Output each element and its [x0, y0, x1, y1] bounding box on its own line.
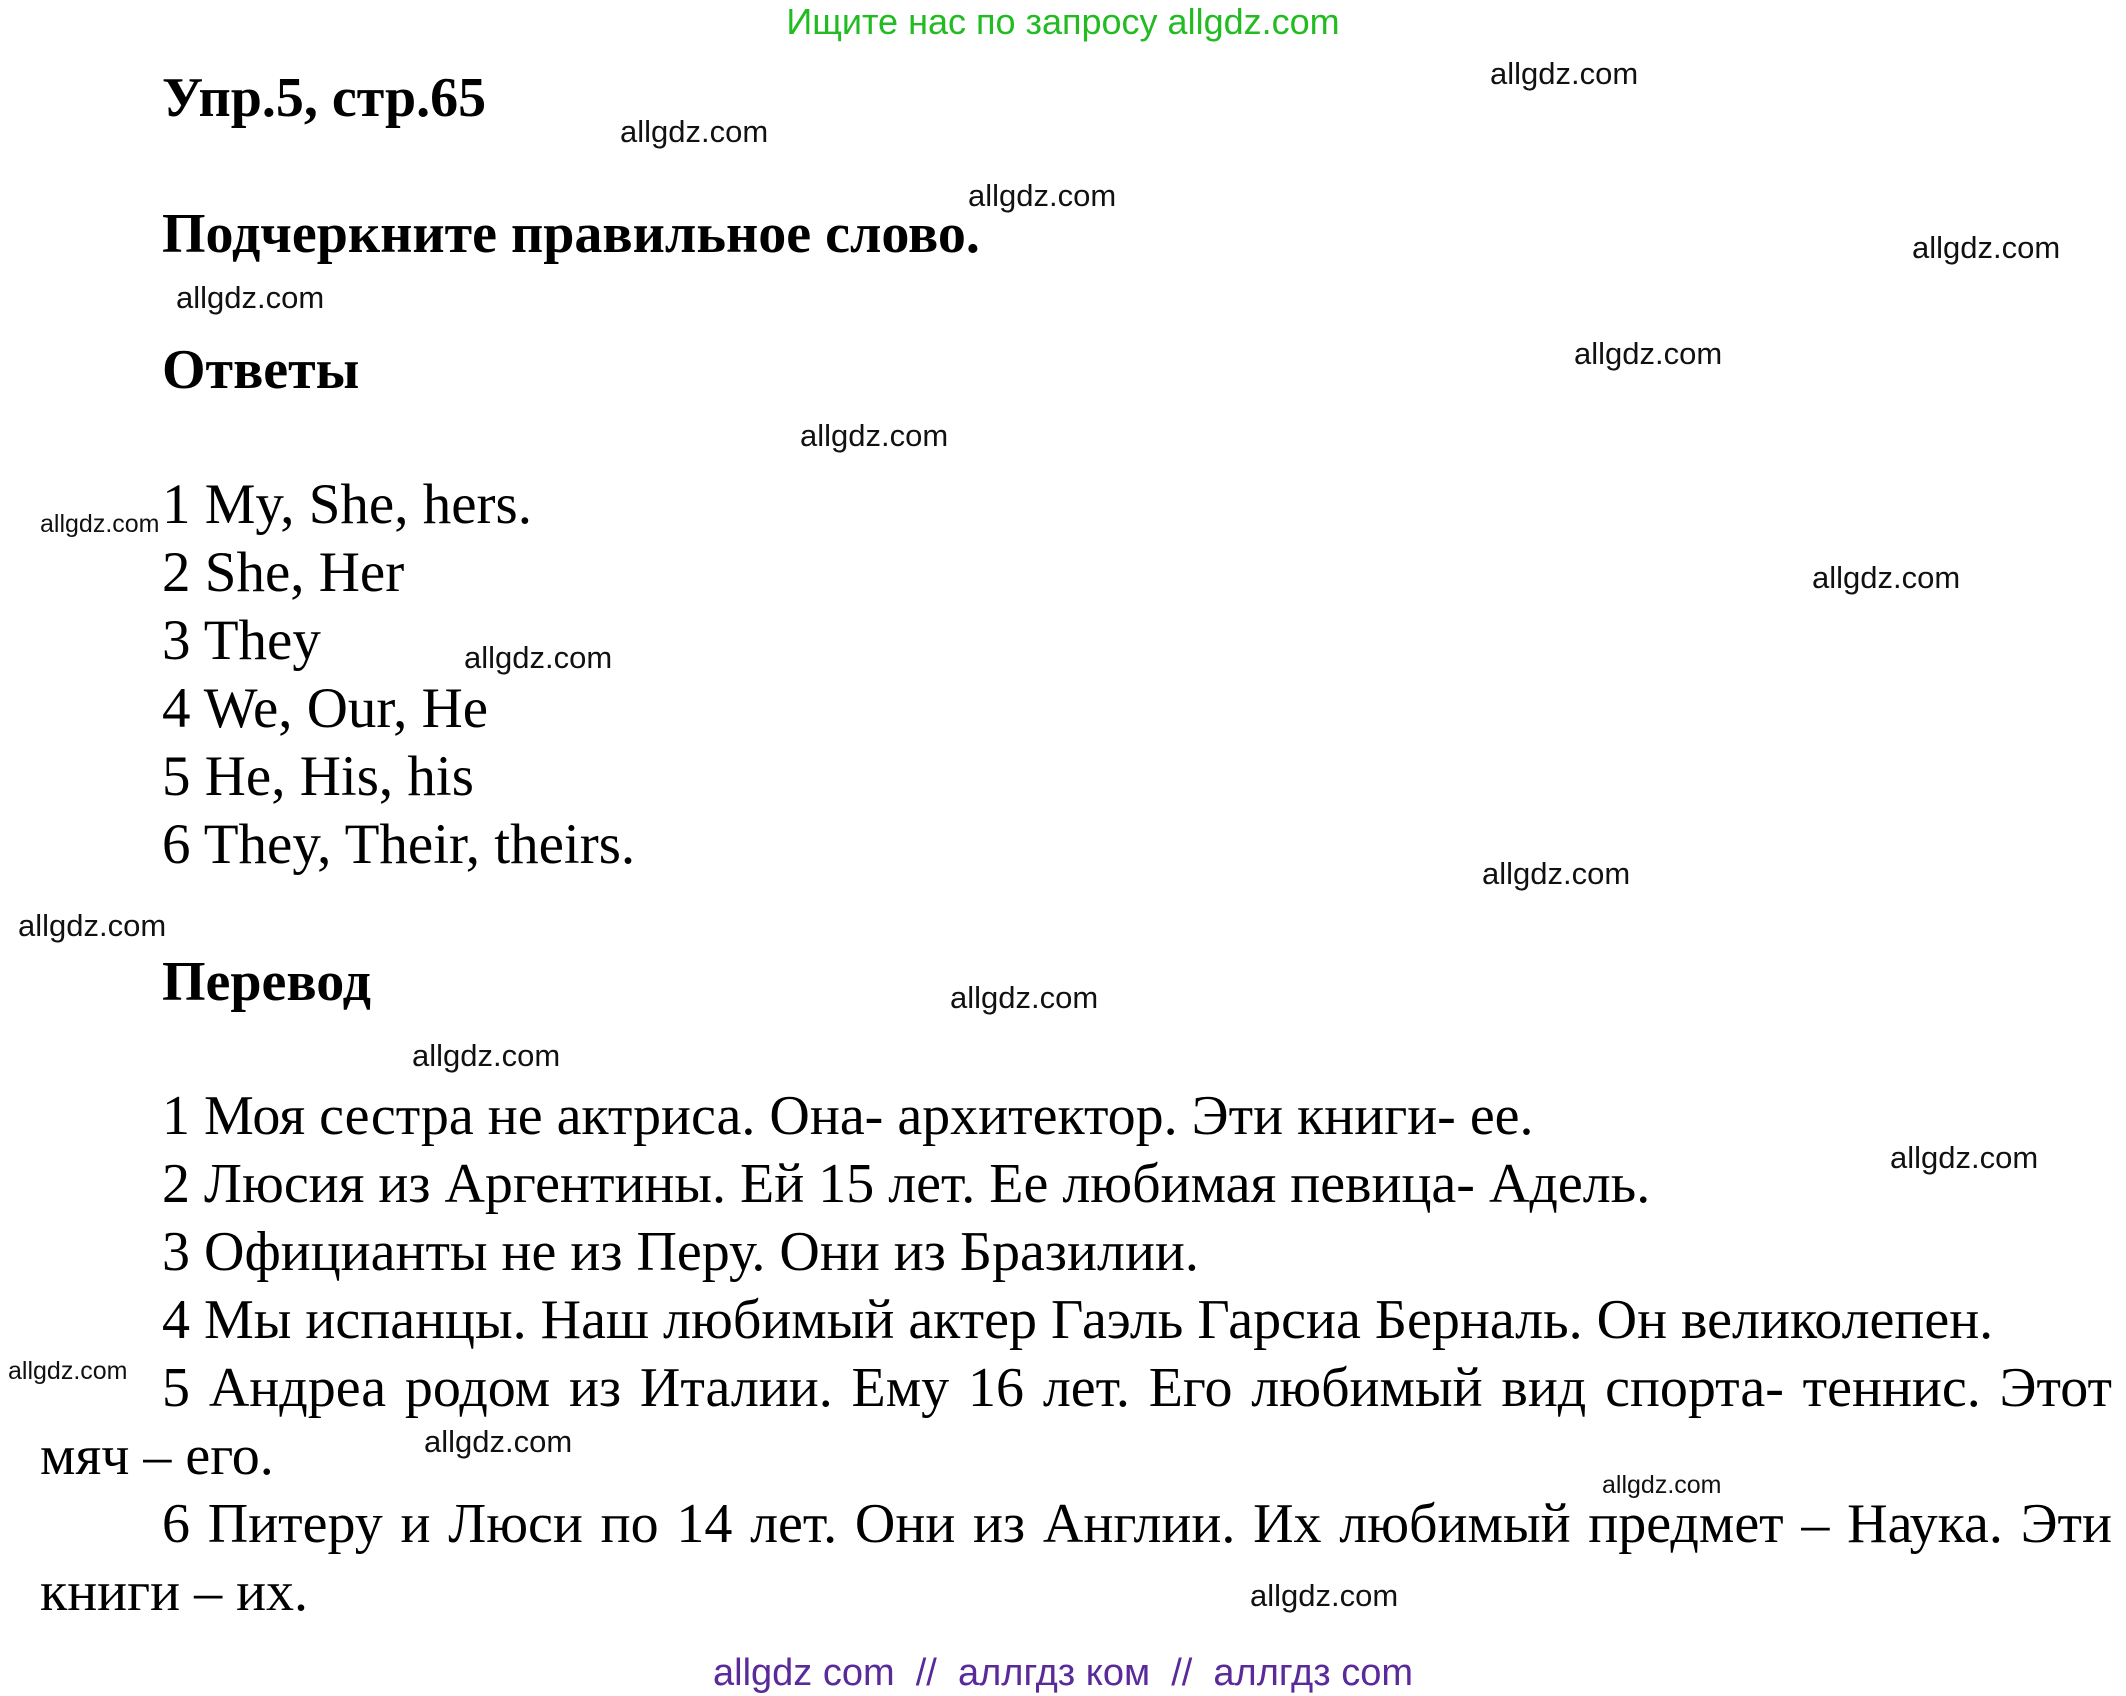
exercise-title: Упр.5, стр.65: [162, 67, 487, 129]
watermark: allgdz.com: [176, 280, 325, 315]
answers-heading: Ответы: [162, 339, 360, 401]
watermark: allgdz.com: [464, 640, 613, 675]
translation-list: [40, 1082, 2112, 1626]
translation-item: 4 Мы испанцы. Наш любимый актер Гаэль Гарсиа Берналь. Он великолепен.: [162, 1289, 1994, 1351]
watermark: allgdz.com: [620, 114, 769, 149]
answer-item: 3 They: [162, 609, 321, 672]
instruction-text: Подчеркните правильное слово.: [162, 203, 980, 265]
watermark: allgdz.com: [1602, 1471, 1722, 1499]
watermark: allgdz.com: [18, 908, 167, 943]
answer-item: 5 He, His, his: [162, 745, 474, 808]
answer-item: 6 They, Their, theirs.: [162, 813, 636, 876]
watermark: allgdz.com: [1890, 1140, 2039, 1175]
translation-item: 3 Официанты не из Перу. Они из Бразилии.: [162, 1221, 1199, 1283]
watermark: allgdz.com: [40, 510, 160, 538]
watermark: allgdz.com: [1490, 56, 1639, 91]
watermark: allgdz.com: [800, 418, 949, 453]
answer-item: 2 She, Her: [162, 541, 405, 604]
watermark: allgdz.com: [424, 1424, 573, 1459]
watermark: allgdz.com: [1912, 230, 2061, 265]
translation-item: 1 Моя сестра не актриса. Она- архитектор. Эти книги- ее.: [162, 1085, 1534, 1147]
translation-heading: Перевод: [162, 951, 371, 1013]
translation-item: 5 Андреа родом из Италии. Ему 16 лет. Его любимый вид спорта- теннис. Этот мяч – его.: [40, 1357, 2112, 1487]
watermark: allgdz.com: [968, 178, 1117, 213]
translation-item: 6 Питеру и Люси по 14 лет. Они из Англии. Их любимый предмет – Наука. Эти книги – их.: [40, 1493, 2112, 1623]
answer-item: 1 My, She, hers.: [162, 473, 532, 536]
watermark: allgdz.com: [1250, 1578, 1399, 1613]
footer-watermark: allgdz com // аллгдз ком // аллгдз com: [713, 1652, 1413, 1694]
watermark: allgdz.com: [1482, 856, 1631, 891]
watermark: allgdz.com: [412, 1038, 561, 1073]
watermark: allgdz.com: [8, 1357, 128, 1385]
watermark: allgdz.com: [1574, 336, 1723, 371]
watermark: allgdz.com: [950, 980, 1099, 1015]
translation-item: 2 Люсия из Аргентины. Ей 15 лет. Ее любимая певица- Адель.: [162, 1153, 1651, 1215]
site-banner: Ищите нас по запросу allgdz.com: [786, 1, 1340, 42]
answer-item: 4 We, Our, He: [162, 677, 489, 740]
watermark: allgdz.com: [1812, 560, 1961, 595]
